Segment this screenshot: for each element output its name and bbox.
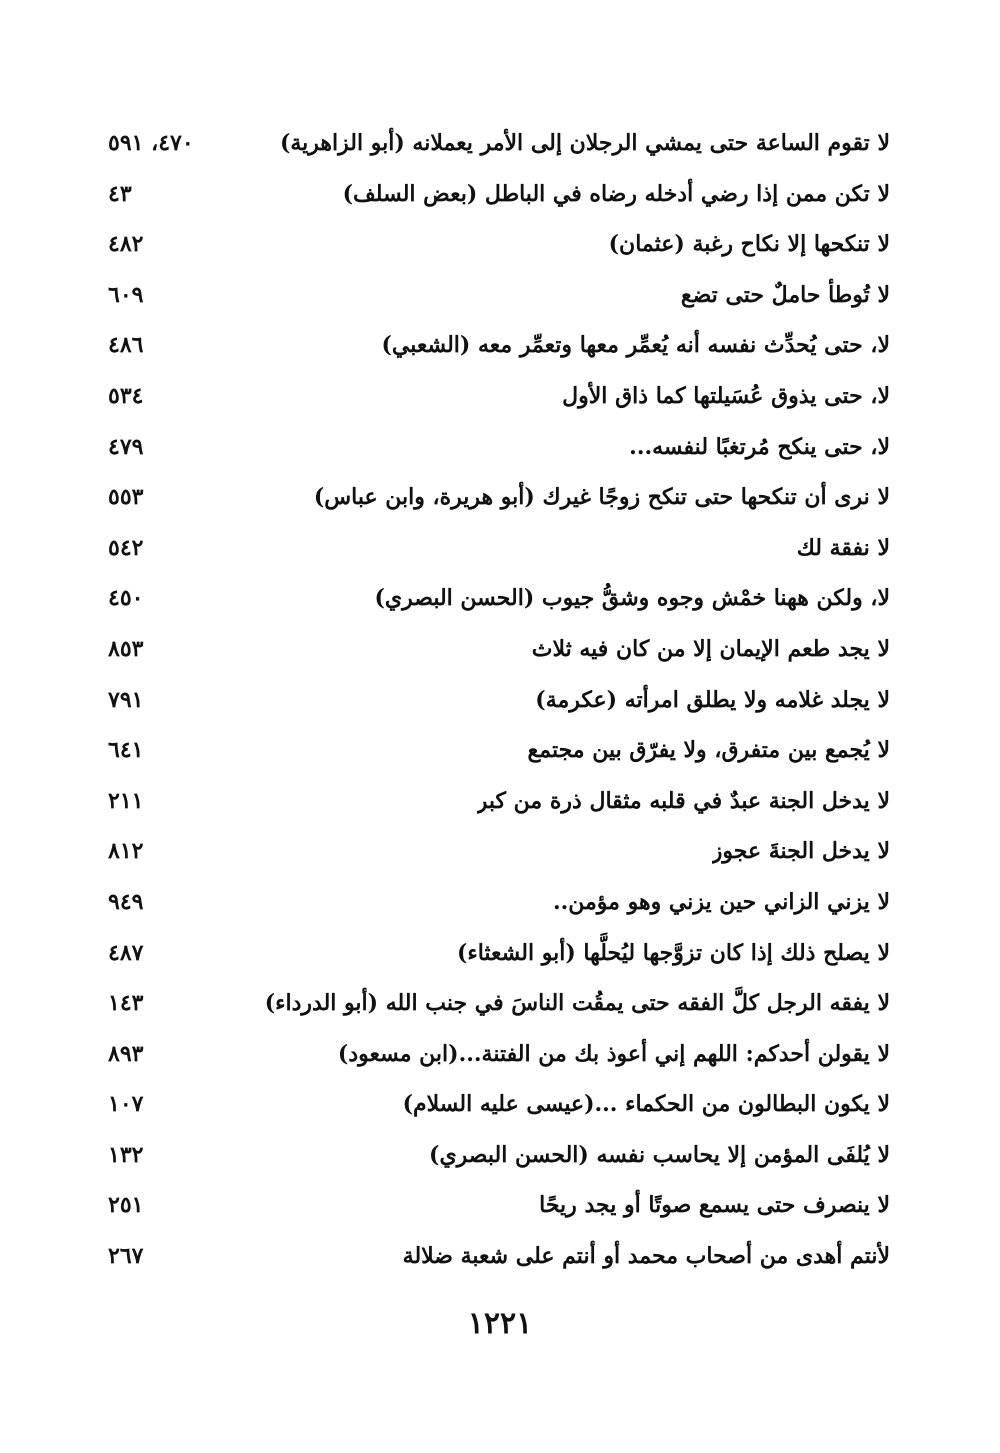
entry-text: لا يفقه الرجل كلَّ الفقه حتى يمقُت الناسَ في جنب الله (أبو الدرداء) xyxy=(264,990,890,1017)
entry-text: لا تكن ممن إذا رضي أدخله رضاه في الباطل (بعض السلف) xyxy=(342,180,890,207)
entry-page-refs: ٥٣٤ xyxy=(108,382,144,409)
index-entry xyxy=(100,928,890,979)
entry-page-refs: ٢٦٧ xyxy=(108,1243,144,1270)
entry-page-refs: ١٤٣ xyxy=(108,990,144,1017)
index-entry xyxy=(100,978,890,1029)
entry-page-refs: ٢٥١ xyxy=(108,1192,144,1219)
index-entry xyxy=(100,118,890,169)
entry-text: لا يُجمع بين متفرق، ولا يفرّق بين مجتمع xyxy=(527,737,890,764)
index-entry xyxy=(100,675,890,726)
entry-page-refs: ٨١٢ xyxy=(108,838,144,865)
entry-page-refs: ٩٤٩ xyxy=(108,888,144,915)
entry-text: لا تُوطأ حاملٌ حتى تضع xyxy=(680,281,890,308)
entry-text: لا يُلفَى المؤمن إلا يحاسب نفسه (الحسن البصري) xyxy=(429,1141,890,1168)
entry-text: لا يزني الزاني حين يزني وهو مؤمن.. xyxy=(552,888,890,915)
index-entry xyxy=(100,270,890,321)
entry-text: لا يقولن أحدكم: اللهم إني أعوذ بك من الفتنة...(ابن مسعود) xyxy=(337,1040,890,1067)
index-list xyxy=(100,118,890,1282)
entry-text: لا يصلح ذلك إذا كان تزوَّجها ليُحلَّها (أبو الشعثاء) xyxy=(456,939,890,966)
index-entry xyxy=(100,219,890,270)
index-entry xyxy=(100,1130,890,1181)
entry-page-refs: ٥٤٢ xyxy=(108,534,144,561)
entry-page-refs: ١٣٢ xyxy=(108,1141,144,1168)
entry-page-refs: ٤٧٩ xyxy=(108,433,144,460)
index-entry xyxy=(100,877,890,928)
index-entry xyxy=(100,725,890,776)
entry-text: لأنتم أهدى من أصحاب محمد أو أنتم على شعبة ضلالة xyxy=(402,1243,890,1270)
entry-page-refs: ٧٩١ xyxy=(108,686,144,713)
entry-text: لا نرى أن تنكحها حتى تنكح زوجًا غيرك (أبو هريرة، وابن عباس) xyxy=(313,484,890,511)
entry-text: لا ينصرف حتى يسمع صوتًا أو يجد ريحًا xyxy=(539,1192,890,1219)
index-entry xyxy=(100,573,890,624)
index-entry xyxy=(100,1029,890,1080)
index-entry xyxy=(100,523,890,574)
entry-page-refs: ٦٤١ xyxy=(108,737,144,764)
index-entry xyxy=(100,320,890,371)
entry-page-refs: ١٠٧ xyxy=(108,1091,144,1118)
index-entry xyxy=(100,624,890,675)
entry-text: لا، حتى يُحدِّث نفسه أنه يُعمِّر معها وتعمِّر معه (الشعبي) xyxy=(381,332,890,359)
index-entry xyxy=(100,169,890,220)
index-entry xyxy=(100,1180,890,1231)
entry-page-refs: ٢١١ xyxy=(108,787,144,814)
entry-text: لا تنكحها إلا نكاح رغبة (عثمان) xyxy=(608,231,890,258)
entry-text: لا يجد طعم الإيمان إلا من كان فيه ثلاث xyxy=(531,635,890,662)
entry-page-refs: ٤٧٠، ٥٩١ xyxy=(108,130,194,156)
entry-page-refs: ٦٠٩ xyxy=(108,281,144,308)
index-entry xyxy=(100,776,890,827)
entry-page-refs: ٨٥٣ xyxy=(108,635,144,662)
index-entry xyxy=(100,1079,890,1130)
entry-text: لا يدخل الجنةَ عجوز xyxy=(711,838,890,865)
entry-page-refs: ٤٣ xyxy=(108,180,132,207)
entry-text: لا يدخل الجنة عبدٌ في قلبه مثقال ذرة من كبر xyxy=(476,787,890,814)
entry-text: لا يكون البطالون من الحكماء ...(عيسى عليه السلام) xyxy=(402,1091,890,1118)
entry-page-refs: ٨٩٣ xyxy=(108,1040,144,1067)
entry-page-refs: ٤٨٧ xyxy=(108,939,144,966)
entry-text: لا نفقة لك xyxy=(796,534,890,561)
entry-page-refs: ٤٨٢ xyxy=(108,231,144,258)
entry-text: لا يجلد غلامه ولا يطلق امرأته (عكرمة) xyxy=(535,686,890,713)
index-entry xyxy=(100,472,890,523)
index-entry xyxy=(100,371,890,422)
index-entry xyxy=(100,422,890,473)
entry-text: لا، حتى ينكح مُرتغبًا لنفسه... xyxy=(629,433,890,460)
index-entry xyxy=(100,826,890,877)
entry-page-refs: ٤٥٠ xyxy=(108,585,144,612)
entry-text: لا، ولكن ههنا خمْش وجوه وشقُّ جيوب (الحسن البصري) xyxy=(374,585,890,612)
index-entry xyxy=(100,1231,890,1282)
entry-page-refs: ٥٥٣ xyxy=(108,484,144,511)
entry-text: لا تقوم الساعة حتى يمشي الرجلان إلى الأمر يعملانه (أبو الزاهرية) xyxy=(279,130,890,156)
entry-text: لا، حتى يذوق عُسَيلتها كما ذاق الأول xyxy=(562,382,890,409)
page-number: ١٢٢١ xyxy=(467,1306,533,1341)
entry-page-refs: ٤٨٦ xyxy=(108,332,144,359)
